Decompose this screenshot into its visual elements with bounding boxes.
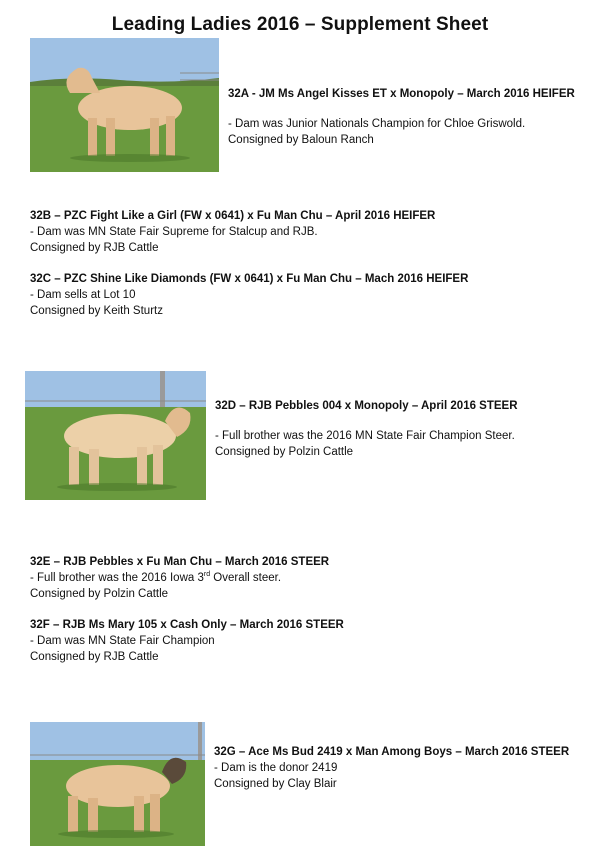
lot-detail: - Full brother was the 2016 MN State Fair Champion Steer. [215,430,515,442]
page-title: Leading Ladies 2016 – Supplement Sheet [111,14,489,35]
lot-heading: 32F – RJB Ms Mary 105 x Cash Only – March 2016 STEER [30,619,344,631]
lot-32g [214,744,569,792]
lot-heading: 32E – RJB Pebbles x Fu Man Chu – March 2016 STEER [30,556,330,568]
cattle-photo-32g [30,722,205,846]
lot-detail: - Full brother was the 2016 Iowa 3rd Overall steer. [30,571,282,584]
lot-32f [30,617,344,665]
lot-consignor: Consigned by Keith Sturtz [30,305,163,317]
lot-detail: - Dam is the donor 2419 [214,762,338,774]
lot-consignor: Consigned by Baloun Ranch [228,134,374,146]
lot-detail: - Dam was MN State Fair Champion [30,635,215,647]
lot-heading: 32D – RJB Pebbles 004 x Monopoly – April 2016 STEER [215,400,518,412]
lot-heading: 32G – Ace Ms Bud 2419 x Man Among Boys – March 2016 STEER [214,746,570,758]
lot-32e [30,554,329,602]
lot-consignor: Consigned by Clay Blair [214,778,337,790]
cattle-photo-32d [25,371,206,500]
lot-consignor: Consigned by Polzin Cattle [30,588,169,600]
lot-32d [215,398,518,460]
lot-detail: - Dam was MN State Fair Supreme for Stalcup and RJB. [30,226,318,238]
lot-consignor: Consigned by Polzin Cattle [215,446,354,458]
lot-consignor: Consigned by RJB Cattle [30,242,159,254]
lot-32b [30,208,435,256]
lot-consignor: Consigned by RJB Cattle [30,651,159,663]
lot-32c [30,271,468,319]
lot-heading: 32C – PZC Shine Like Diamonds (FW x 0641) x Fu Man Chu – Mach 2016 HEIFER [30,273,469,285]
cattle-photo-32a [30,38,219,172]
lot-detail: - Dam was Junior Nationals Champion for Chloe Griswold. [228,118,526,130]
lot-heading: 32B – PZC Fight Like a Girl (FW x 0641) x Fu Man Chu – April 2016 HEIFER [30,210,436,222]
lot-heading: 32A - JM Ms Angel Kisses ET x Monopoly – March 2016 HEIFER [228,88,575,100]
lot-detail: - Dam sells at Lot 10 [30,289,136,301]
lot-32a [228,86,575,148]
